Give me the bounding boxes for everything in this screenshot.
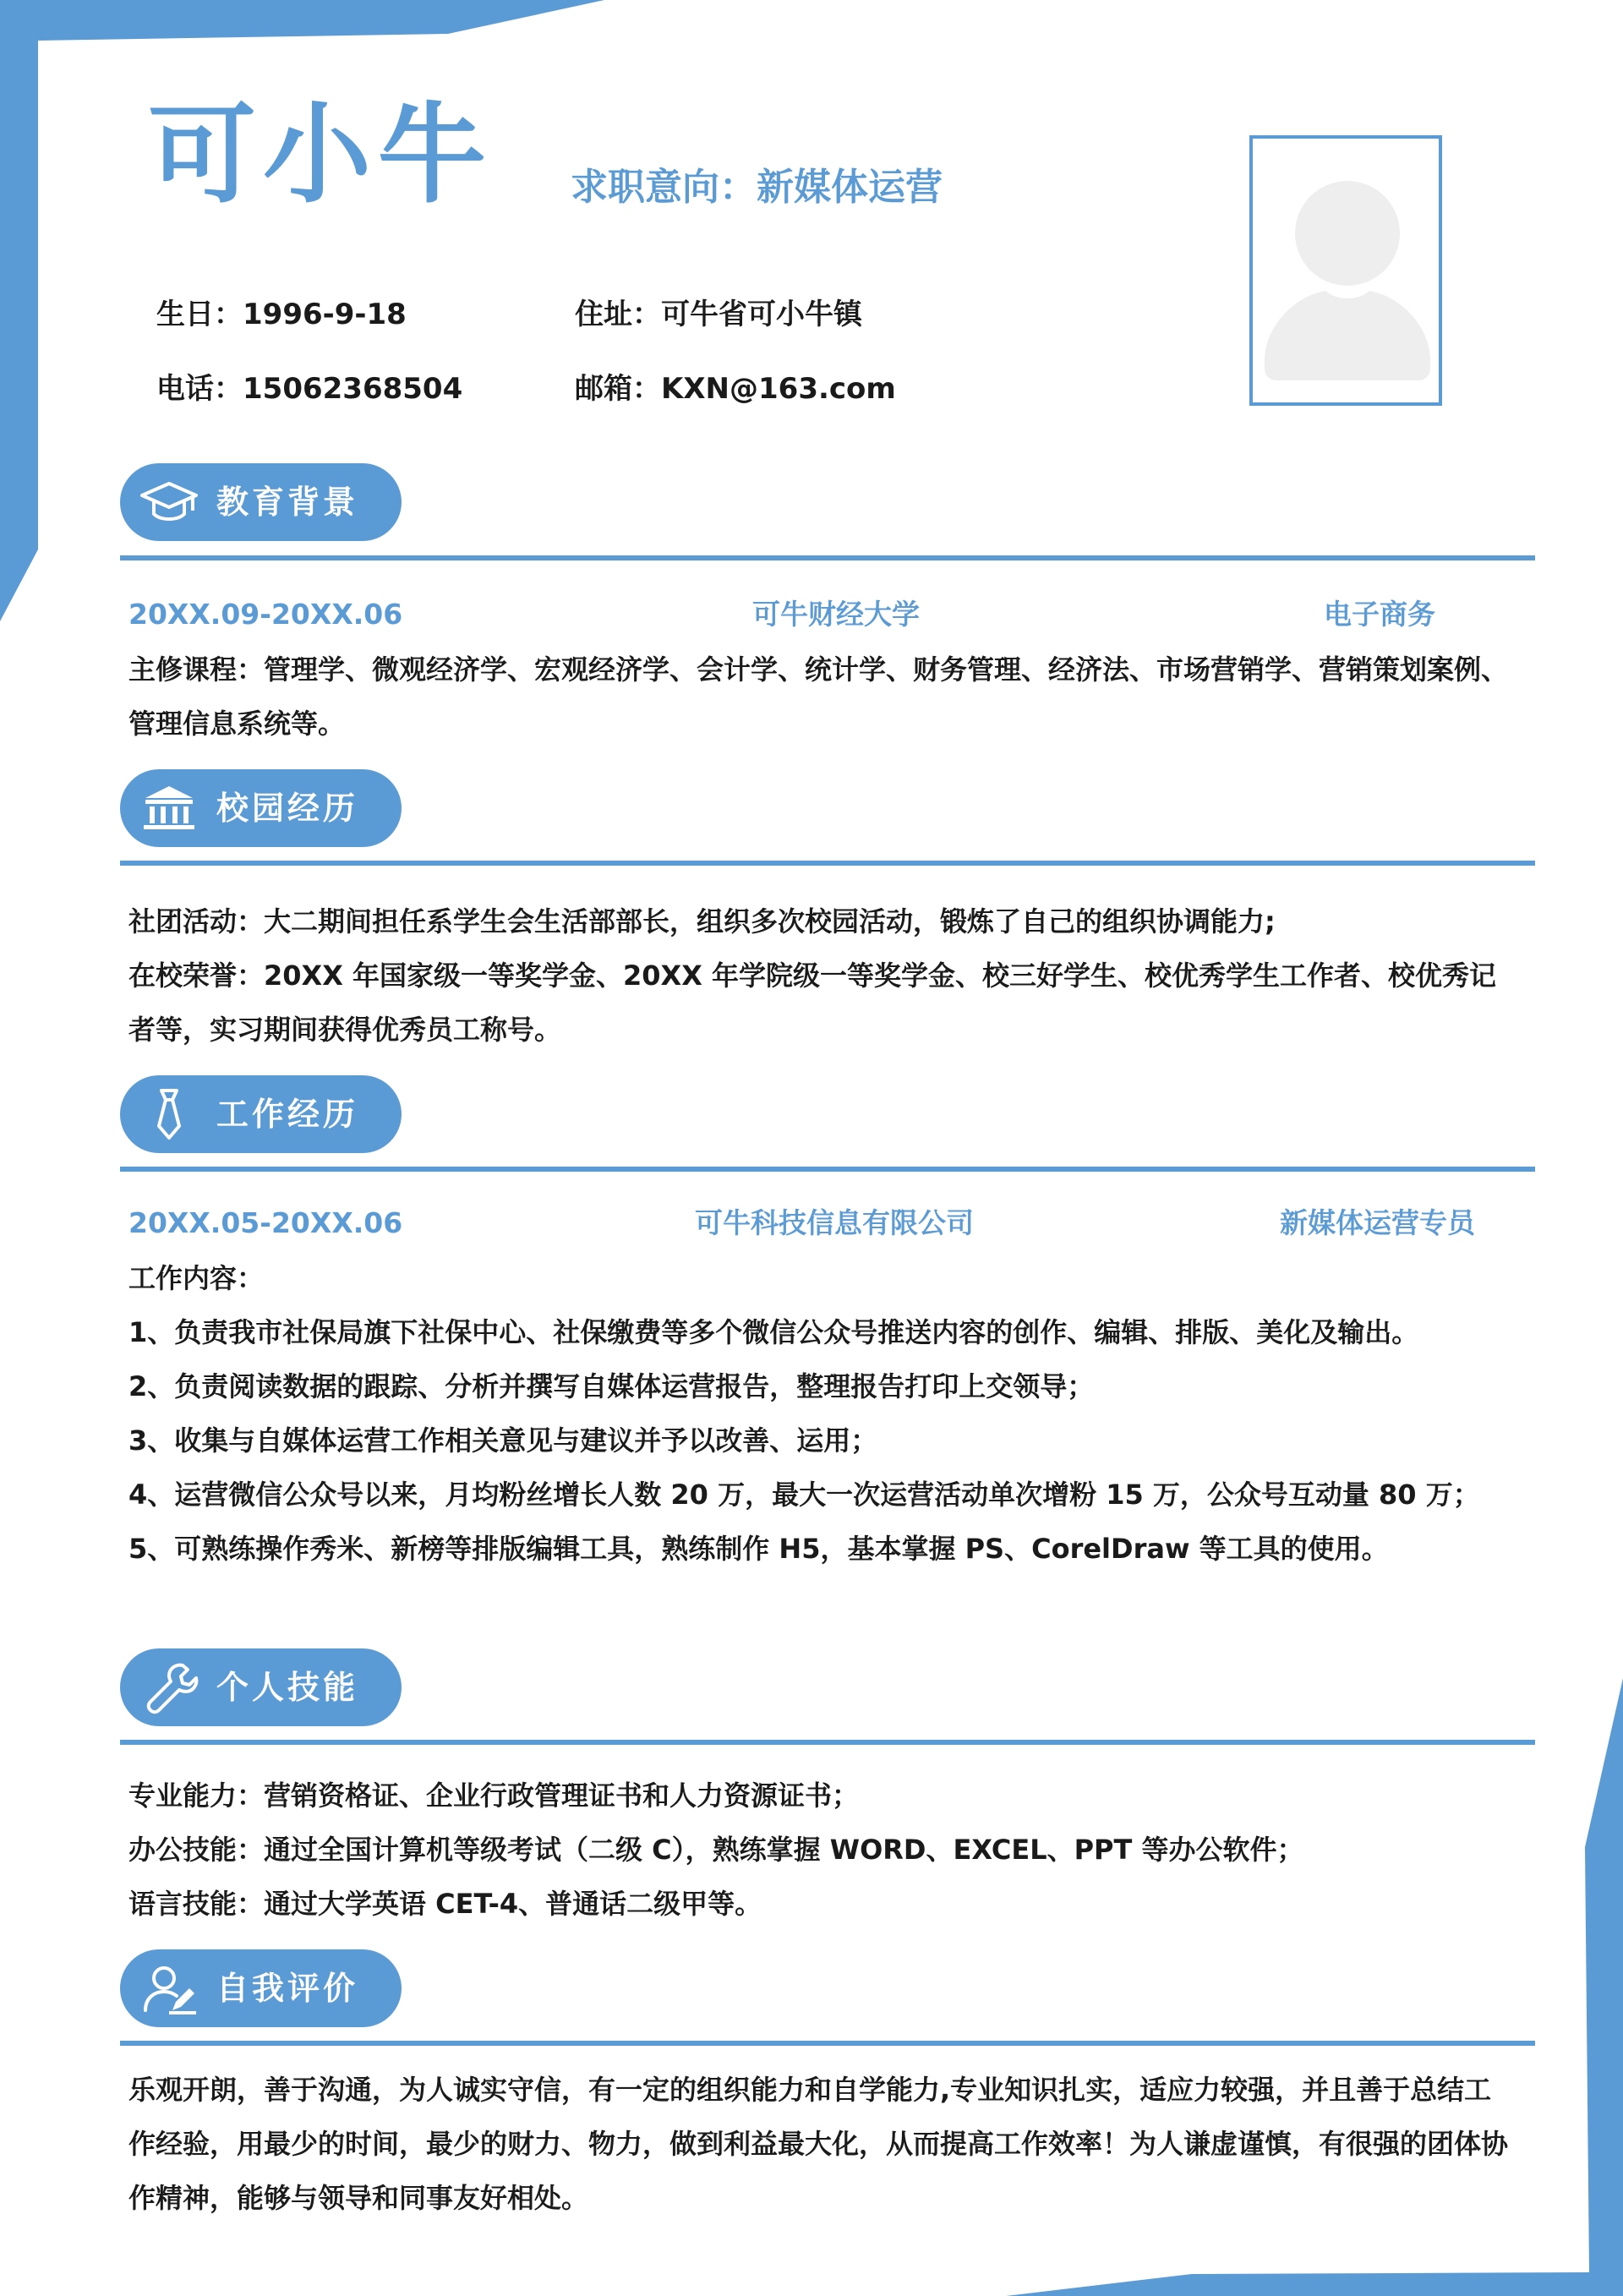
work-position: 新媒体运营专员 xyxy=(1280,1206,1475,1239)
work-item: 2、负责阅读数据的跟踪、分析并撰写自媒体运营报告，整理报告打印上交领导； xyxy=(128,1370,1095,1402)
courses-text: 主修课程：管理学、微观经济学、宏观经济学、会计学、统计学、财务管理、经济法、市场营销学、营销策划案例、管理信息系统等。 xyxy=(128,653,1509,740)
section-divider xyxy=(120,1740,1535,1745)
birth-date: 生日：1996-9-18 xyxy=(156,298,407,331)
work-item: 3、收集与自媒体运营工作相关意见与建议并予以改善、运用； xyxy=(128,1424,878,1457)
section-header-campus xyxy=(120,769,402,847)
work-item: 4、运营微信公众号以来，月均粉丝增长人数 20 万，最大一次运营活动单次增粉 15 万，公众号互动量 80 万； xyxy=(128,1479,1480,1511)
skill-item: 办公技能：通过全国计算机等级考试（二级 C），熟练掌握 WORD、EXCEL、PPT 等办公软件； xyxy=(128,1834,1304,1866)
section-title: 自我评价 xyxy=(216,1970,359,2007)
profile-photo xyxy=(1249,135,1442,406)
education-dates: 20XX.09-20XX.06 xyxy=(128,598,403,631)
section-header-education xyxy=(120,463,402,541)
work-company: 可牛科技信息有限公司 xyxy=(695,1206,974,1239)
section-divider xyxy=(120,1167,1535,1172)
work-item: 1、负责我市社保局旗下社保中心、社保缴费等多个微信公众号推送内容的创作、编辑、排版、美化及输出。 xyxy=(128,1316,1419,1348)
section-divider xyxy=(120,555,1535,560)
section-divider xyxy=(120,861,1535,866)
address: 住址：可牛省可小牛镇 xyxy=(575,298,862,331)
wrench-icon xyxy=(139,1660,199,1714)
work-dates: 20XX.05-20XX.06 xyxy=(128,1206,403,1239)
education-school: 可牛财经大学 xyxy=(752,598,920,631)
section-header-work xyxy=(120,1075,402,1153)
user-edit-icon xyxy=(139,1961,199,2015)
email[interactable]: 邮箱：KXN@163.com xyxy=(575,372,896,406)
self-evaluation-text: 乐观开朗，善于沟通，为人诚实守信，有一定的组织能力和自学能力,专业知识扎实，适应力较强，并且善于总结工作经验，用最少的时间，最少的财力、物力，做到利益最大化，从而提高工作效率！为人谦虚谨慎，有很强的团体协作精神，能够与领导和同事友好相处。 xyxy=(128,2074,1509,2214)
campus-activity: 社团活动：大二期间担任系学生会生活部部长，组织多次校园活动，锻炼了自己的组织协调能力; xyxy=(128,905,1276,938)
avatar-placeholder-icon xyxy=(1253,139,1439,402)
campus-honors: 在校荣誉：20XX 年国家级一等奖学金、20XX 年学院级一等奖学金、校三好学生、校优秀学生工作者、校优秀记者等，实习期间获得优秀员工称号。 xyxy=(128,959,1497,1046)
education-courses xyxy=(128,642,1515,751)
skill-item: 专业能力：营销资格证、企业行政管理证书和人力资源证书； xyxy=(128,1779,860,1812)
section-header-self xyxy=(120,1949,402,2027)
institution-icon xyxy=(139,781,199,835)
candidate-name: 可小牛 xyxy=(148,92,494,218)
work-content xyxy=(128,1251,1515,1576)
skill-item: 语言技能：通过大学英语 CET-4、普通话二级甲等。 xyxy=(128,1888,762,1920)
phone: 电话：15062368504 xyxy=(156,372,463,406)
skills-content xyxy=(128,1768,1515,1931)
section-title: 教育背景 xyxy=(216,484,359,521)
section-title: 校园经历 xyxy=(216,790,359,827)
graduation-cap-icon xyxy=(139,475,199,529)
work-content-label: 工作内容： xyxy=(128,1262,265,1294)
self-evaluation-content xyxy=(128,2063,1515,2225)
section-header-skills xyxy=(120,1648,402,1726)
campus-content xyxy=(128,894,1515,1057)
section-title: 工作经历 xyxy=(216,1096,359,1133)
section-divider xyxy=(120,2041,1535,2046)
necktie-icon xyxy=(139,1087,199,1141)
education-major: 电子商务 xyxy=(1324,598,1435,631)
section-title: 个人技能 xyxy=(216,1669,359,1706)
work-item: 5、可熟练操作秀米、新榜等排版编辑工具，熟练制作 H5，基本掌握 PS、CorelDraw 等工具的使用。 xyxy=(128,1533,1389,1565)
job-intent: 求职意向：新媒体运营 xyxy=(571,166,943,209)
